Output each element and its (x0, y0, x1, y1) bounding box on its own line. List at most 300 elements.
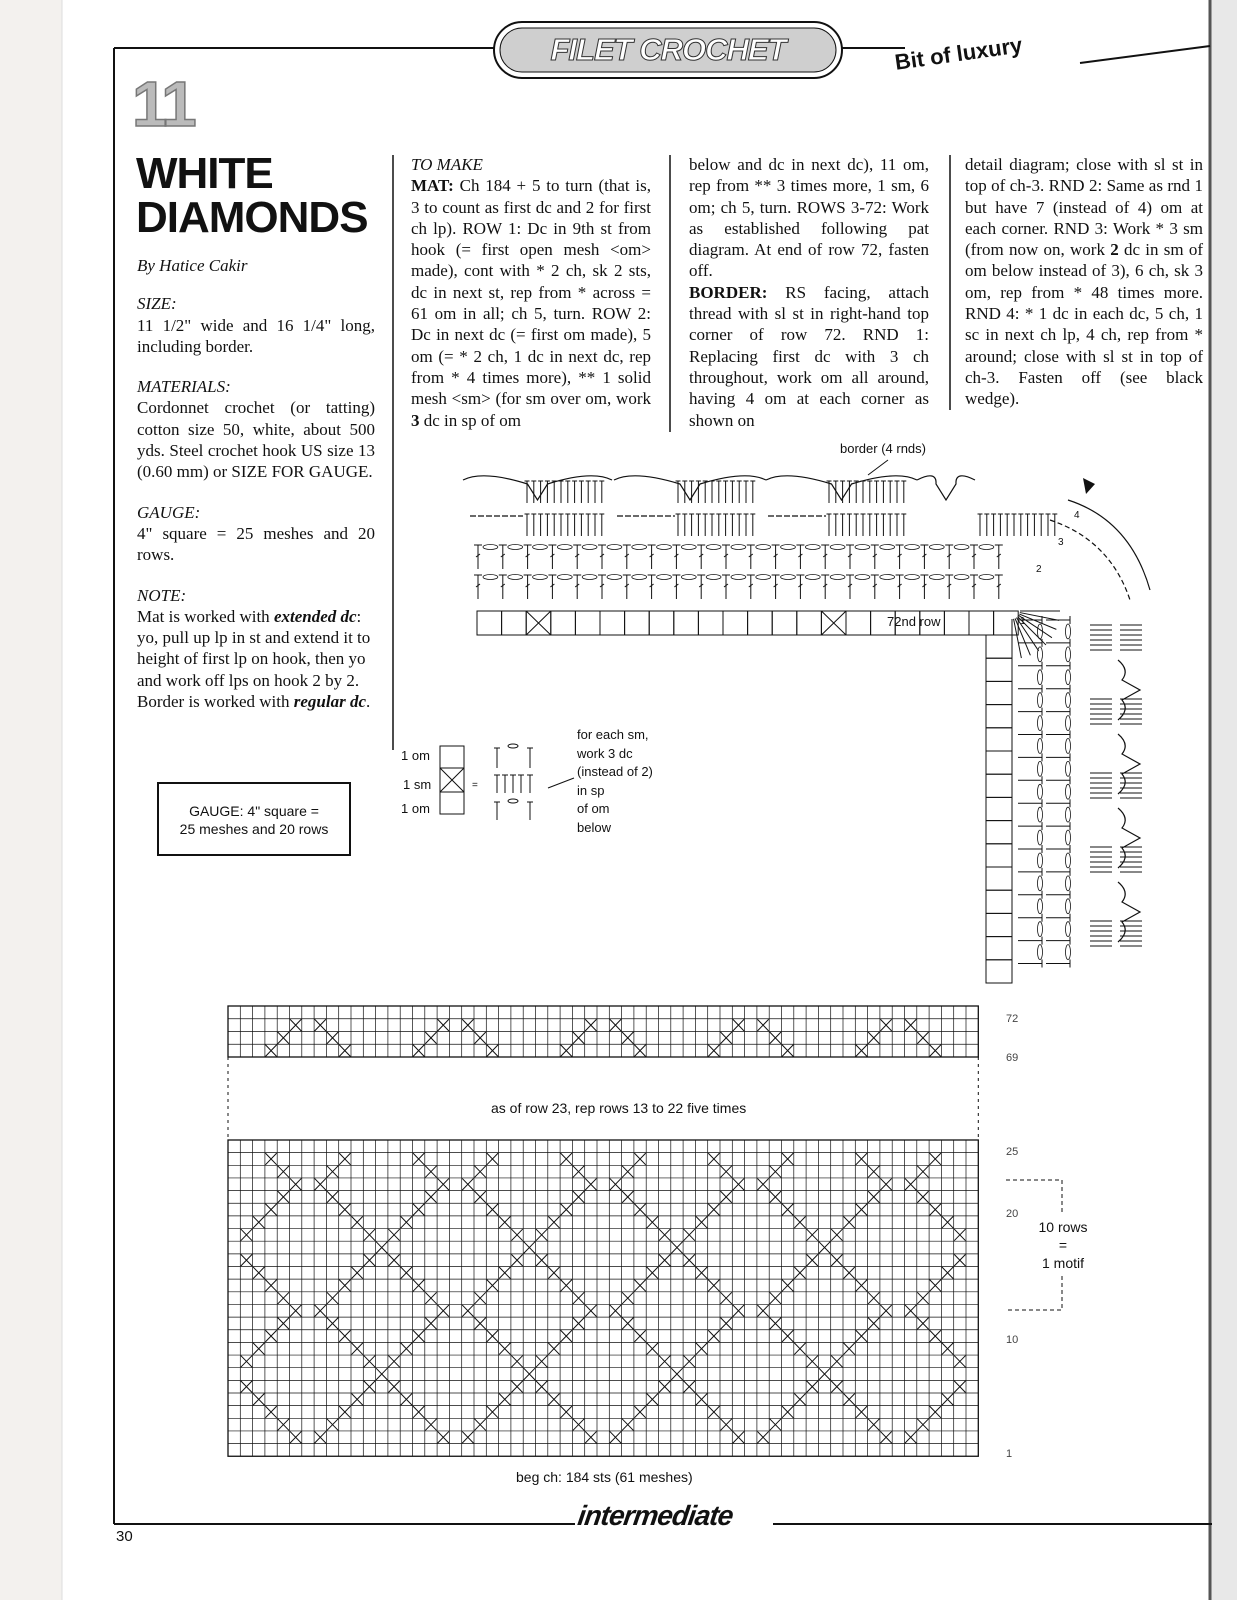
solid-mesh (278, 1419, 289, 1431)
solid-mesh (327, 1032, 338, 1044)
solid-mesh (278, 1032, 289, 1044)
solid-mesh (265, 1330, 276, 1342)
solid-mesh (930, 1153, 941, 1165)
solid-mesh (352, 1216, 363, 1228)
chart-row-72: 72 (1006, 1013, 1019, 1025)
solid-mesh (721, 1318, 732, 1330)
solid-mesh (327, 1166, 338, 1178)
solid-mesh (770, 1191, 781, 1203)
note-heading: NOTE: (137, 585, 187, 605)
solid-mesh (339, 1406, 350, 1418)
solid-mesh (438, 1019, 449, 1031)
solid-mesh (401, 1394, 412, 1406)
solid-mesh (462, 1178, 473, 1190)
solid-mesh (844, 1216, 855, 1228)
solid-mesh (733, 1178, 744, 1190)
solid-mesh (807, 1381, 818, 1393)
solid-mesh (573, 1166, 584, 1178)
rounds-text-2: dc in sm of om below instead of 3), 6 ch, sk 3 om, rep from * 48 times more. RND 4: * 1 dc in each dc, 5 ch, 1 sc in next ch lp, 4 ch, rep from * around; close with sl st in top of ch-3. Fasten off (see black wedge). (965, 240, 1203, 409)
solid-mesh (315, 1019, 326, 1031)
solid-mesh (721, 1419, 732, 1431)
solid-mesh (536, 1229, 547, 1241)
solid-mesh (647, 1216, 658, 1228)
solid-mesh (757, 1019, 768, 1031)
solid-mesh (856, 1045, 867, 1057)
solid-mesh (659, 1356, 670, 1368)
solid-mesh (708, 1153, 719, 1165)
solid-mesh (475, 1032, 486, 1044)
solid-mesh (856, 1204, 867, 1216)
rnd-number-3: 3 (1058, 537, 1064, 548)
solid-mesh (930, 1045, 941, 1057)
solid-mesh (942, 1343, 953, 1355)
solid-mesh (905, 1178, 916, 1190)
solid-mesh (462, 1019, 473, 1031)
solid-mesh (290, 1178, 301, 1190)
solid-mesh (388, 1229, 399, 1241)
solid-mesh (315, 1305, 326, 1317)
solid-mesh (622, 1032, 633, 1044)
chart-row-10: 10 (1006, 1334, 1019, 1346)
solid-mesh (339, 1045, 350, 1057)
legend-note-line-6: below (577, 819, 611, 835)
solid-mesh (425, 1292, 436, 1304)
rounds-text-1: detail diagram; close with sl st in top of ch-3. RND 2: Same as rnd 1 but have 7 (instead of 4) om at each corner. RND 3: Work * 3 sm (from now on, work (965, 155, 1203, 260)
solid-mesh (905, 1431, 916, 1443)
legend-note-line-1: for each sm, (577, 727, 649, 742)
solid-mesh (856, 1153, 867, 1165)
title-line-1: WHITE (136, 149, 273, 198)
byline: By Hatice Cakir (137, 256, 248, 275)
solid-mesh (930, 1406, 941, 1418)
motif-note-line-1: 10 rows (1038, 1219, 1088, 1235)
solid-mesh (634, 1406, 645, 1418)
solid-mesh (917, 1419, 928, 1431)
solid-mesh (487, 1204, 498, 1216)
solid-mesh (917, 1292, 928, 1304)
chart-row-20: 20 (1006, 1208, 1019, 1220)
row-72-label: 72nd row (887, 614, 941, 629)
mat-text-tail: dc in sp of om (419, 410, 522, 430)
solid-mesh (241, 1254, 252, 1266)
solid-mesh (622, 1166, 633, 1178)
solid-mesh (401, 1216, 412, 1228)
rnd-number-4: 4 (1074, 510, 1080, 521)
solid-mesh (438, 1431, 449, 1443)
solid-mesh (831, 1356, 842, 1368)
solid-mesh (930, 1280, 941, 1292)
solid-mesh (475, 1318, 486, 1330)
solid-mesh (376, 1242, 387, 1254)
gauge-box-line-1: GAUGE: 4" square = (189, 803, 319, 819)
size-heading: SIZE: (137, 294, 177, 314)
solid-mesh (413, 1280, 424, 1292)
size-text: 11 1/2" wide and 16 1/4" long, including border. (137, 315, 375, 356)
solid-mesh (388, 1381, 399, 1393)
solid-mesh (585, 1431, 596, 1443)
solid-mesh (831, 1254, 842, 1266)
solid-mesh (388, 1356, 399, 1368)
solid-mesh (757, 1305, 768, 1317)
solid-mesh (770, 1318, 781, 1330)
solid-mesh (548, 1216, 559, 1228)
solid-mesh (917, 1318, 928, 1330)
solid-mesh (610, 1431, 621, 1443)
solid-mesh (364, 1229, 375, 1241)
solid-mesh (622, 1292, 633, 1304)
solid-mesh (954, 1381, 965, 1393)
chart-row-69: 69 (1006, 1052, 1019, 1064)
solid-mesh (364, 1356, 375, 1368)
solid-mesh (290, 1019, 301, 1031)
solid-mesh (241, 1356, 252, 1368)
solid-mesh (856, 1330, 867, 1342)
solid-mesh (807, 1356, 818, 1368)
solid-mesh (782, 1280, 793, 1292)
solid-mesh (684, 1229, 695, 1241)
solid-mesh (868, 1318, 879, 1330)
solid-mesh (253, 1216, 264, 1228)
solid-mesh (671, 1242, 682, 1254)
solid-mesh (561, 1204, 572, 1216)
solid-mesh (659, 1381, 670, 1393)
solid-mesh (425, 1166, 436, 1178)
solid-mesh (942, 1267, 953, 1279)
solid-mesh (327, 1419, 338, 1431)
solid-mesh (339, 1330, 350, 1342)
solid-mesh (548, 1394, 559, 1406)
solid-mesh (671, 1368, 682, 1380)
solid-mesh (327, 1292, 338, 1304)
solid-mesh (413, 1204, 424, 1216)
solid-mesh (770, 1166, 781, 1178)
solid-mesh (844, 1267, 855, 1279)
solid-mesh (782, 1330, 793, 1342)
rnd-number-2: 2 (1036, 564, 1042, 575)
title-line-2: DIAMONDS (136, 193, 368, 242)
solid-mesh (721, 1292, 732, 1304)
solid-mesh (265, 1280, 276, 1292)
solid-mesh (339, 1204, 350, 1216)
solid-mesh (868, 1419, 879, 1431)
solid-mesh (634, 1045, 645, 1057)
solid-mesh (290, 1431, 301, 1443)
solid-mesh (757, 1431, 768, 1443)
solid-mesh (315, 1178, 326, 1190)
solid-mesh (548, 1343, 559, 1355)
chart-row-1: 1 (1006, 1448, 1013, 1460)
solid-mesh (585, 1178, 596, 1190)
solid-mesh (487, 1153, 498, 1165)
solid-mesh (364, 1381, 375, 1393)
solid-mesh (868, 1292, 879, 1304)
solid-mesh (278, 1318, 289, 1330)
note-emphasis-1: extended dc (273, 606, 357, 626)
solid-mesh (352, 1343, 363, 1355)
solid-mesh (561, 1280, 572, 1292)
solid-mesh (585, 1019, 596, 1031)
rounds-bold-2: 2 (1110, 240, 1119, 260)
solid-mesh (844, 1343, 855, 1355)
solid-mesh (290, 1305, 301, 1317)
solid-mesh (253, 1267, 264, 1279)
solid-mesh (536, 1254, 547, 1266)
solid-mesh (757, 1178, 768, 1190)
solid-mesh (770, 1419, 781, 1431)
solid-mesh (856, 1280, 867, 1292)
solid-mesh (425, 1191, 436, 1203)
legend-sm-label: 1 sm (403, 777, 432, 792)
solid-mesh (610, 1178, 621, 1190)
solid-mesh (524, 1368, 535, 1380)
chart-row-25: 25 (1006, 1146, 1019, 1158)
motif-note-line-3: 1 motif (1041, 1255, 1084, 1271)
solid-mesh (868, 1166, 879, 1178)
solid-mesh (942, 1394, 953, 1406)
border-label: BORDER: (689, 282, 768, 302)
solid-mesh (339, 1153, 350, 1165)
solid-mesh (315, 1431, 326, 1443)
solid-mesh (868, 1032, 879, 1044)
solid-mesh (511, 1381, 522, 1393)
solid-mesh (511, 1356, 522, 1368)
solid-mesh (573, 1292, 584, 1304)
solid-mesh (880, 1019, 891, 1031)
solid-mesh (954, 1356, 965, 1368)
solid-mesh (794, 1343, 805, 1355)
solid-mesh (339, 1280, 350, 1292)
solid-mesh (561, 1045, 572, 1057)
solid-mesh (278, 1292, 289, 1304)
solid-mesh (684, 1254, 695, 1266)
solid-mesh (622, 1191, 633, 1203)
solid-mesh (733, 1431, 744, 1443)
solid-mesh (327, 1318, 338, 1330)
legend-note-line-5: of om (577, 801, 610, 816)
solid-mesh (880, 1431, 891, 1443)
solid-mesh (487, 1330, 498, 1342)
rnd-number-1: 1 (1020, 616, 1026, 627)
solid-mesh (462, 1431, 473, 1443)
solid-mesh (610, 1305, 621, 1317)
solid-mesh (561, 1153, 572, 1165)
border-rounds-label: border (4 rnds) (840, 441, 926, 456)
solid-mesh (696, 1216, 707, 1228)
solid-mesh (905, 1019, 916, 1031)
solid-mesh (253, 1343, 264, 1355)
mat-text: Ch 184 + 5 to turn (that is, 3 to count as first dc and 2 for first ch lp). ROW 1: Dc in 9th st from hook (= first open mesh <om> made), cont with * 2 ch, sk 2 sts, dc in next st, rep from * across = 61 om in all; ch 5, turn. ROW 2: Dc in next dc (= first om made), 5 om (= * 2 ch, 1 dc in next dc, rep from * 4 times more), ** 1 solid mesh <sm> (for sm over om, work (411, 176, 651, 409)
legend-note-line-2: work 3 dc (577, 745, 633, 761)
solid-mesh (573, 1419, 584, 1431)
legend-equals: = (472, 780, 478, 791)
chart-bottom-band (228, 1140, 978, 1456)
solid-mesh (265, 1204, 276, 1216)
solid-mesh (585, 1305, 596, 1317)
solid-mesh (659, 1229, 670, 1241)
solid-mesh (930, 1330, 941, 1342)
solid-mesh (647, 1343, 658, 1355)
solid-mesh (241, 1381, 252, 1393)
solid-mesh (499, 1343, 510, 1355)
solid-mesh (930, 1204, 941, 1216)
solid-mesh (684, 1356, 695, 1368)
solid-mesh (388, 1254, 399, 1266)
solid-mesh (634, 1330, 645, 1342)
solid-mesh (831, 1229, 842, 1241)
solid-mesh (536, 1381, 547, 1393)
section-banner: FILET CROCHET (550, 32, 786, 67)
solid-mesh (782, 1406, 793, 1418)
solid-mesh (413, 1330, 424, 1342)
solid-mesh (475, 1191, 486, 1203)
solid-mesh (696, 1394, 707, 1406)
solid-mesh (770, 1292, 781, 1304)
project-number: 11 (132, 68, 194, 140)
series-label: Bit of luxury (893, 32, 1024, 75)
note-emphasis-2: regular dc (293, 692, 367, 712)
solid-mesh (401, 1267, 412, 1279)
solid-mesh (782, 1204, 793, 1216)
legend-om-label-2: 1 om (401, 801, 430, 816)
solid-mesh (634, 1153, 645, 1165)
gauge-text: 4" square = 25 meshes and 20 rows. (137, 523, 375, 565)
legend-om-label: 1 om (401, 748, 430, 763)
page-number: 30 (116, 1528, 133, 1545)
solid-mesh (499, 1267, 510, 1279)
mat-label: MAT: (411, 176, 454, 196)
gauge-heading: GAUGE: (137, 502, 201, 522)
solid-mesh (499, 1216, 510, 1228)
solid-mesh (708, 1330, 719, 1342)
skill-level-badge: intermediate (575, 1500, 735, 1531)
solid-mesh (634, 1204, 645, 1216)
solid-mesh (573, 1318, 584, 1330)
solid-mesh (831, 1381, 842, 1393)
solid-mesh (634, 1280, 645, 1292)
solid-mesh (487, 1280, 498, 1292)
solid-mesh (573, 1191, 584, 1203)
solid-mesh (622, 1318, 633, 1330)
solid-mesh (659, 1254, 670, 1266)
materials-text: Cordonnet crochet (or tatting) cotton size 50, white, about 500 yds. Steel crochet hook US size 13 (0.60 mm) or SIZE FOR GAUGE. (137, 398, 375, 482)
solid-mesh (807, 1229, 818, 1241)
solid-mesh (524, 1242, 535, 1254)
solid-mesh (782, 1045, 793, 1057)
solid-mesh (278, 1166, 289, 1178)
rows-instructions: below and dc in next dc), 11 om, rep from ** 3 times more, 1 sm, 6 om; ch 5, turn. ROWS 3-72: Work as established following pat diagram. At end of row 72, fasten off. (689, 155, 929, 281)
solid-mesh (696, 1267, 707, 1279)
solid-mesh (561, 1330, 572, 1342)
solid-mesh (708, 1204, 719, 1216)
solid-mesh (511, 1254, 522, 1266)
solid-mesh (425, 1419, 436, 1431)
solid-mesh (253, 1394, 264, 1406)
solid-mesh (265, 1045, 276, 1057)
solid-mesh (880, 1178, 891, 1190)
solid-mesh (425, 1318, 436, 1330)
legend-note-line-4: in sp (577, 782, 605, 798)
note-part-2: : yo, pull up lp in st and extend it to height of first lp on hook, then yo and work off lps on hook 2 by 2. Border is worked with (137, 606, 371, 712)
solid-mesh (721, 1166, 732, 1178)
solid-mesh (413, 1153, 424, 1165)
solid-mesh (536, 1356, 547, 1368)
solid-mesh (733, 1305, 744, 1317)
solid-mesh (708, 1045, 719, 1057)
solid-mesh (880, 1305, 891, 1317)
solid-mesh (511, 1229, 522, 1241)
solid-mesh (364, 1254, 375, 1266)
solid-mesh (475, 1419, 486, 1431)
solid-mesh (475, 1292, 486, 1304)
solid-mesh (462, 1305, 473, 1317)
solid-mesh (868, 1191, 879, 1203)
repeat-note: as of row 23, rep rows 13 to 22 five times (491, 1100, 747, 1116)
solid-mesh (352, 1394, 363, 1406)
solid-mesh (573, 1032, 584, 1044)
solid-mesh (684, 1381, 695, 1393)
solid-mesh (942, 1216, 953, 1228)
solid-mesh (548, 1267, 559, 1279)
solid-mesh (647, 1267, 658, 1279)
solid-mesh (265, 1406, 276, 1418)
solid-mesh (844, 1394, 855, 1406)
gauge-box-line-2: 25 meshes and 20 rows (179, 821, 329, 837)
solid-mesh (425, 1032, 436, 1044)
solid-mesh (561, 1406, 572, 1418)
solid-mesh (413, 1406, 424, 1418)
solid-mesh (819, 1368, 830, 1380)
solid-mesh (413, 1045, 424, 1057)
solid-mesh (917, 1032, 928, 1044)
solid-mesh (487, 1406, 498, 1418)
solid-mesh (696, 1343, 707, 1355)
note-part-3: . (366, 692, 371, 712)
solid-mesh (819, 1242, 830, 1254)
solid-mesh (401, 1343, 412, 1355)
solid-mesh (794, 1267, 805, 1279)
solid-mesh (905, 1305, 916, 1317)
solid-mesh (917, 1191, 928, 1203)
solid-mesh (622, 1419, 633, 1431)
solid-mesh (794, 1394, 805, 1406)
solid-mesh (770, 1032, 781, 1044)
solid-mesh (610, 1019, 621, 1031)
solid-mesh (487, 1045, 498, 1057)
solid-mesh (708, 1280, 719, 1292)
solid-mesh (352, 1267, 363, 1279)
solid-mesh (954, 1254, 965, 1266)
to-make-heading: TO MAKE (411, 155, 483, 174)
solid-mesh (438, 1178, 449, 1190)
mat-bold-3: 3 (411, 410, 420, 430)
solid-mesh (241, 1229, 252, 1241)
solid-mesh (647, 1394, 658, 1406)
solid-mesh (721, 1032, 732, 1044)
solid-mesh (856, 1406, 867, 1418)
solid-mesh (475, 1166, 486, 1178)
solid-mesh (954, 1229, 965, 1241)
solid-mesh (807, 1254, 818, 1266)
legend-note-line-3: (instead of 2) (577, 764, 653, 779)
beg-ch-label: beg ch: 184 sts (61 meshes) (516, 1469, 693, 1485)
solid-mesh (438, 1305, 449, 1317)
solid-mesh (794, 1216, 805, 1228)
solid-mesh (327, 1191, 338, 1203)
solid-mesh (733, 1019, 744, 1031)
solid-mesh (499, 1394, 510, 1406)
solid-mesh (376, 1368, 387, 1380)
border-text: RS facing, attach thread with sl st in right-hand top corner of row 72. RND 1: Replacing first dc with 3 ch throughout, work om all around, having 4 om at each corner as shown on (689, 282, 929, 430)
